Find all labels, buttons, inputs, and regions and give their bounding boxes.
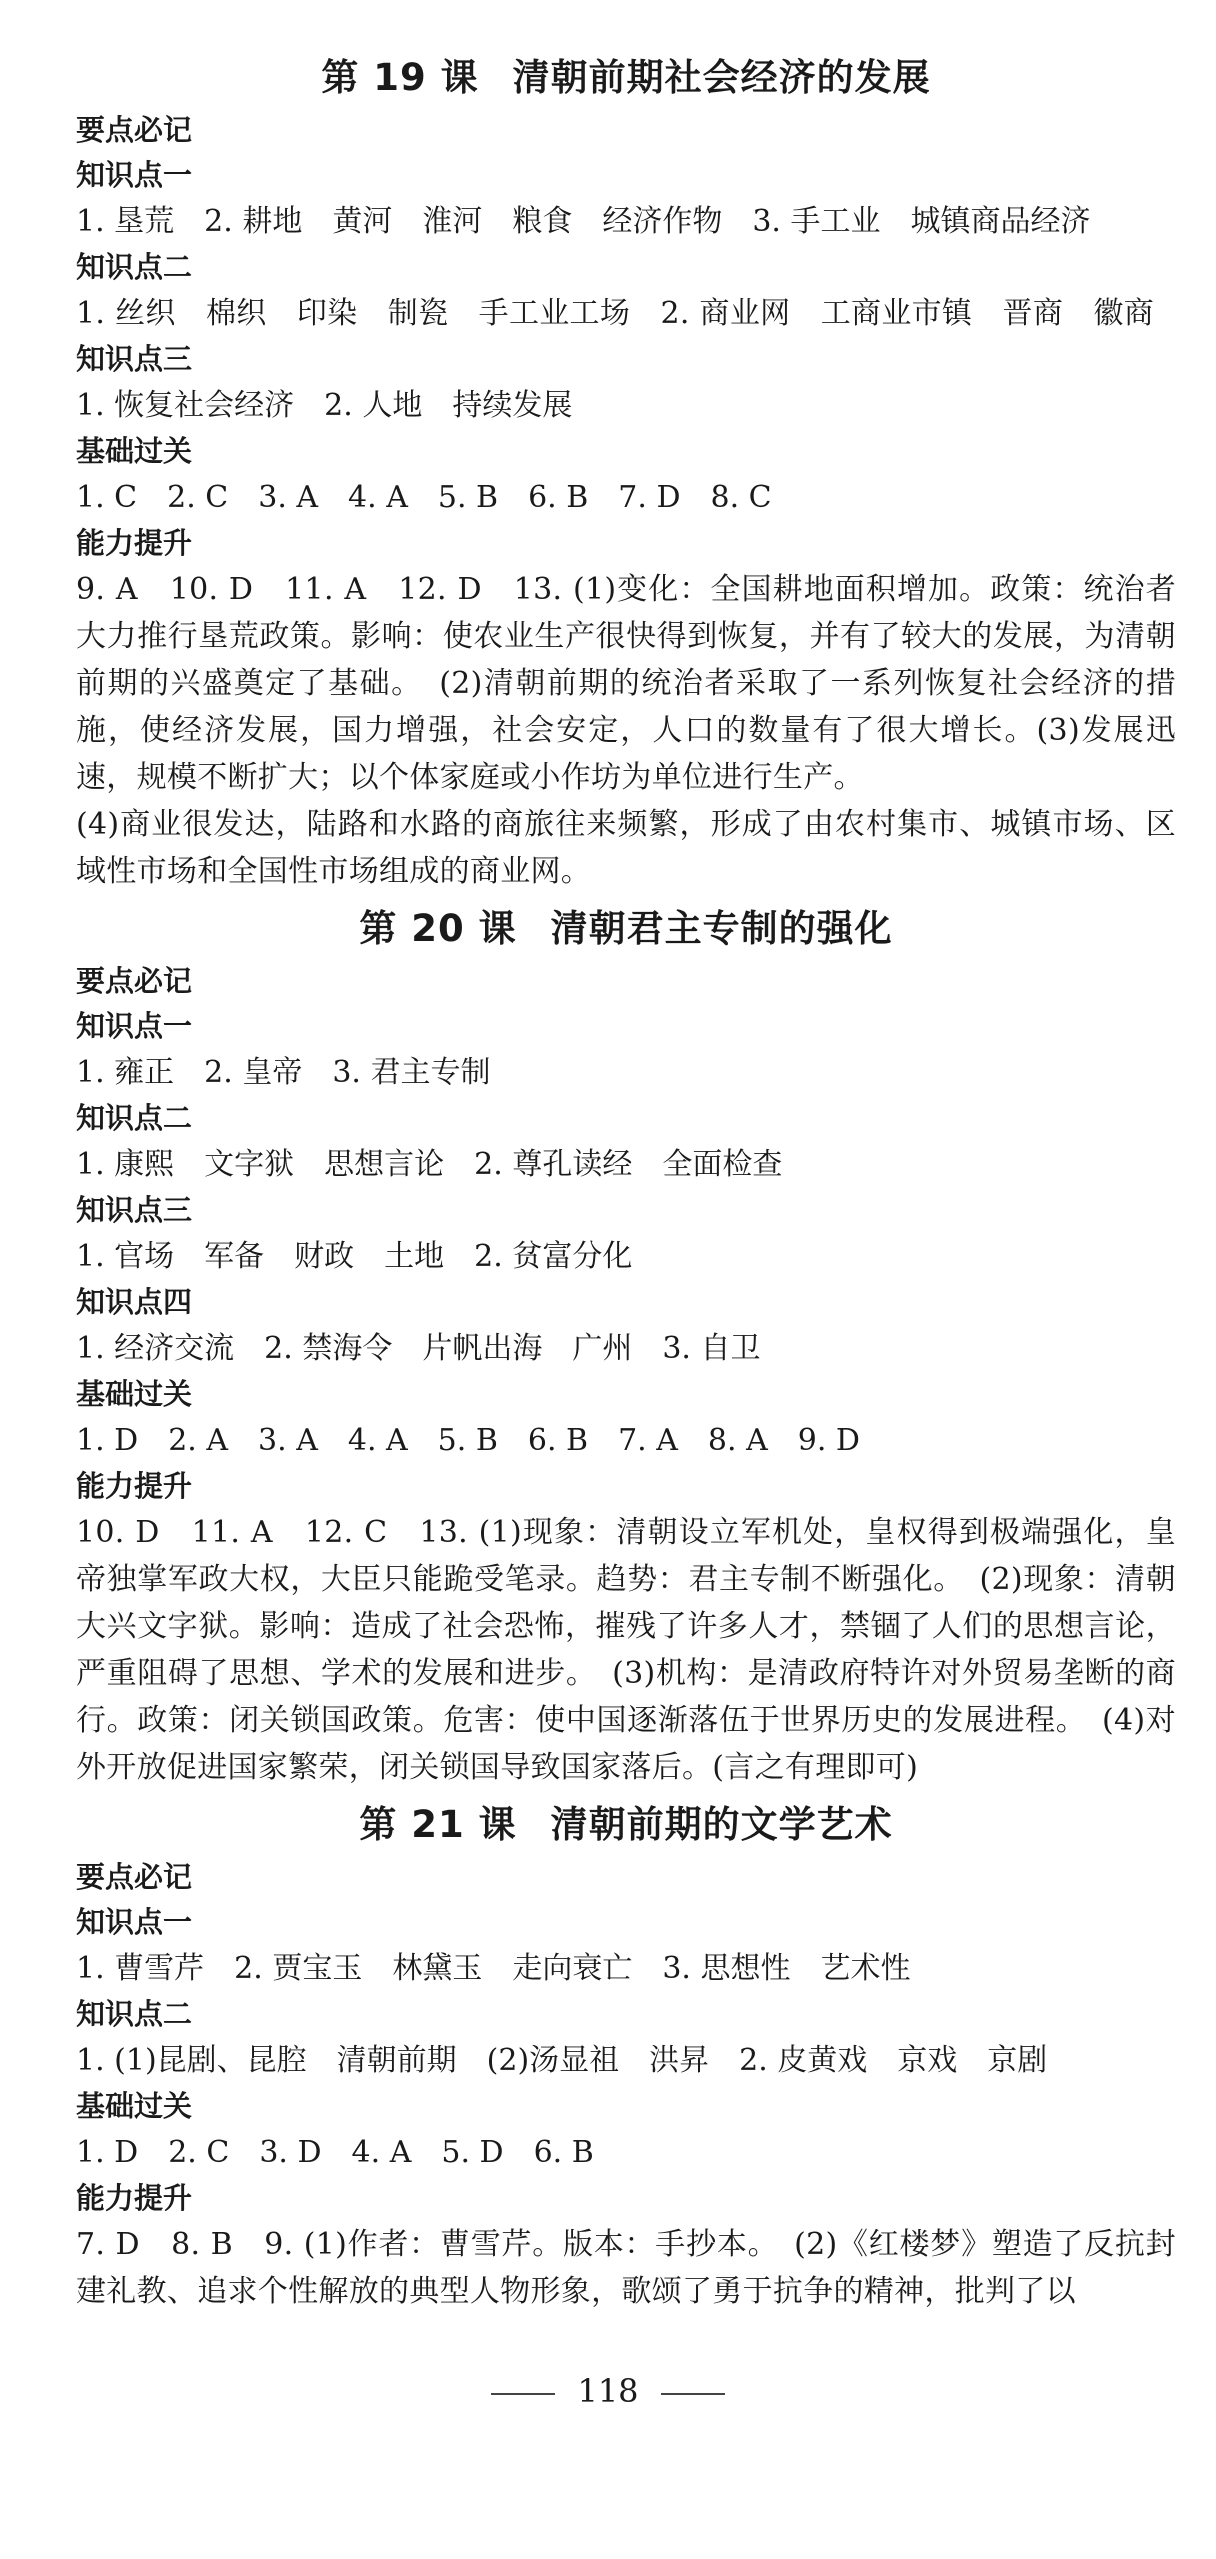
answers-line: 1. 经济交流 2. 禁海令 片帆出海 广州 3. 自卫	[76, 1331, 761, 1366]
section-basic: 基础过关	[76, 1377, 193, 1411]
knowledge-point-1: 知识点一	[76, 1905, 193, 1939]
answers-line: 1. 丝织 棉织 印染 制瓷 手工业工场 2. 商业网 工商业市镇 晋商 徽商	[76, 296, 1155, 331]
answer-paragraph: 9. A 10. D 11. A 12. D 13. (1)变化：全国耕地面积增加。政策：统治者大力推行垦荒政策。影响：使农业生产很快得到恢复，并有了较大的发展，为清朝前期的兴盛奠定了基础。 (2)清朝前期的统治者采取了一系列恢复社会经济的措施，使经济发展，国力增强，社会安定，人口的数量有了很大增长。(3)发展迅速，规模不断扩大；以个体家庭或小作坊为单位进行生产。	[76, 572, 1176, 795]
answer-paragraph: 7. D 8. B 9. (1)作者：曹雪芹。版本：手抄本。 (2)《红楼梦》塑造了反抗封建礼教、追求个性解放的典型人物形象，歌颂了勇于抗争的精神，批判了以	[76, 2227, 1176, 2309]
section-ability: 能力提升	[76, 526, 193, 560]
page-content	[76, 44, 1176, 2315]
answer-paragraph: 10. D 11. A 12. C 13. (1)现象：清朝设立军机处，皇权得到极端强化，皇帝独掌军政大权，大臣只能跪受笔录。趋势：君主专制不断强化。 (2)现象：清朝大兴文字狱。影响：造成了社会恐怖，摧残了许多人才，禁锢了人们的思想言论，严重阻碍了思想、学术的发展和进步。 (3)机构：是清政府特许对外贸易垄断的商行。政策：闭关锁国政策。危害：使中国逐渐落伍于世界历史的发展进程。 (4)对外开放促进国家繁荣，闭关锁国导致国家落后。(言之有理即可)	[76, 1515, 1176, 1785]
answers-line: 1. D 2. C 3. D 4. A 5. D 6. B	[76, 2135, 594, 2170]
page-number-text: 118	[577, 2372, 639, 2410]
answers-line: 1. D 2. A 3. A 4. A 5. B 6. B 7. A 8. A 9. D	[76, 1423, 860, 1458]
answers-line: 1. 康熙 文字狱 思想言论 2. 尊孔读经 全面检查	[76, 1147, 783, 1182]
dash-right	[661, 2393, 725, 2395]
section-key-points: 要点必记	[76, 964, 193, 998]
lesson-21-title	[76, 1797, 1176, 1853]
section-ability: 能力提升	[76, 1469, 193, 1503]
lesson-number: 第 21 课	[359, 1803, 517, 1846]
answers-line: 1. 雍正 2. 皇帝 3. 君主专制	[76, 1055, 491, 1090]
answers-line: 1. (1)昆剧、昆腔 清朝前期 (2)汤显祖 洪昇 2. 皮黄戏 京戏 京剧	[76, 2043, 1048, 2078]
knowledge-point-1: 知识点一	[76, 158, 193, 192]
dash-left	[491, 2393, 555, 2395]
knowledge-point-2: 知识点二	[76, 1997, 193, 2031]
answer-paragraph: (4)商业很发达，陆路和水路的商旅往来频繁，形成了由农村集市、城镇市场、区域性市场和全国性市场组成的商业网。	[76, 807, 1176, 889]
answers-line: 1. C 2. C 3. A 4. A 5. B 6. B 7. D 8. C	[76, 480, 772, 515]
section-key-points: 要点必记	[76, 1860, 193, 1894]
knowledge-point-1: 知识点一	[76, 1009, 193, 1043]
lesson-name: 清朝前期社会经济的发展	[512, 56, 931, 99]
section-ability: 能力提升	[76, 2181, 193, 2215]
knowledge-point-3: 知识点三	[76, 342, 193, 376]
lesson-number: 第 19 课	[321, 56, 479, 99]
knowledge-point-3: 知识点三	[76, 1193, 193, 1227]
section-key-points: 要点必记	[76, 113, 193, 147]
lesson-20-title	[76, 901, 1176, 957]
answers-line: 1. 恢复社会经济 2. 人地 持续发展	[76, 388, 573, 423]
answers-line: 1. 官场 军备 财政 土地 2. 贫富分化	[76, 1239, 633, 1274]
knowledge-point-2: 知识点二	[76, 250, 193, 284]
answers-line: 1. 曹雪芹 2. 贾宝玉 林黛玉 走向衰亡 3. 思想性 艺术性	[76, 1951, 911, 1986]
lesson-name: 清朝君主专制的强化	[550, 907, 893, 950]
lesson-19-title	[76, 50, 1176, 106]
knowledge-point-4: 知识点四	[76, 1285, 193, 1319]
section-basic: 基础过关	[76, 2089, 193, 2123]
section-basic: 基础过关	[76, 434, 193, 468]
answers-line: 1. 垦荒 2. 耕地 黄河 淮河 粮食 经济作物 3. 手工业 城镇商品经济	[76, 204, 1091, 239]
lesson-name: 清朝前期的文学艺术	[550, 1803, 893, 1846]
lesson-number: 第 20 课	[359, 907, 517, 950]
knowledge-point-2: 知识点二	[76, 1101, 193, 1135]
page-number	[0, 2372, 1216, 2410]
